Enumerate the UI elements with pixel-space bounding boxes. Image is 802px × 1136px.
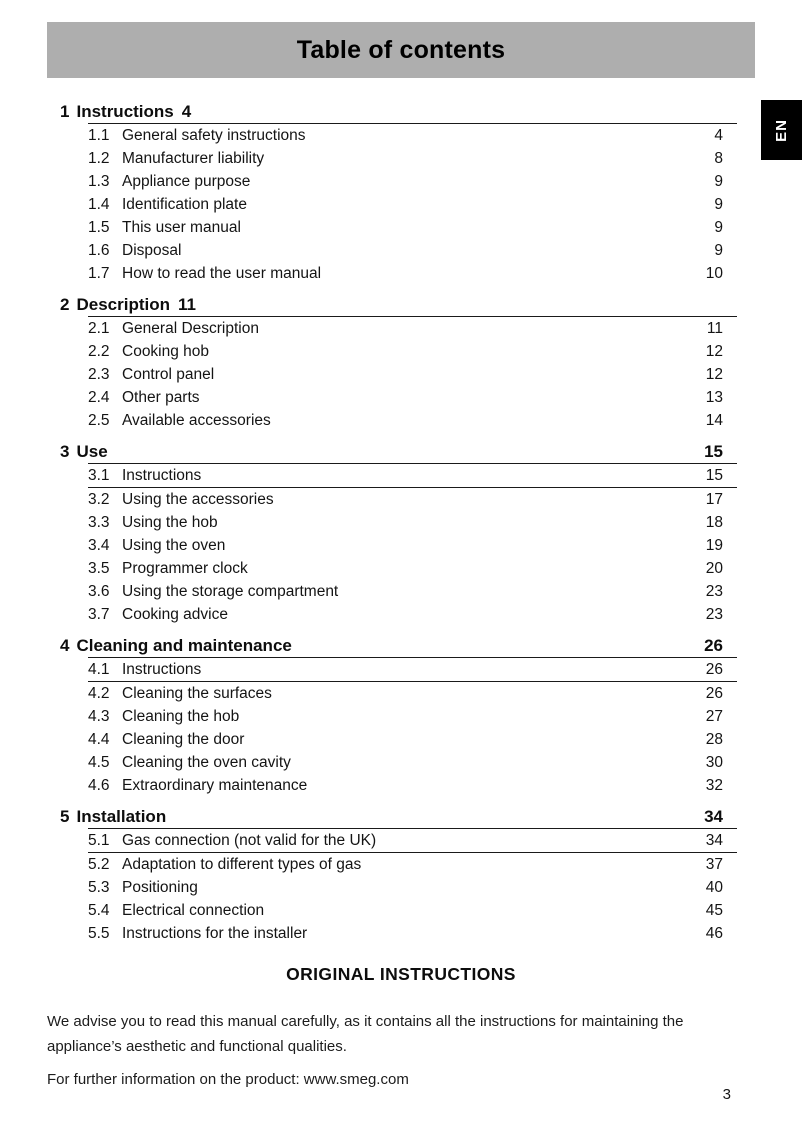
- toc-item: [60, 464, 737, 487]
- toc-section-title: Use: [76, 442, 108, 461]
- toc-section-heading: [60, 441, 737, 463]
- toc-item-number: 3.6: [88, 583, 110, 600]
- toc-item-page: 12: [705, 343, 723, 360]
- toc-item-label: Positioning: [122, 879, 198, 896]
- toc-item-number: 2.5: [88, 412, 110, 429]
- toc-section-number: 3: [60, 442, 70, 461]
- toc-item-number: 4.3: [88, 708, 110, 725]
- toc-item-page: 17: [705, 491, 723, 508]
- toc-item-page: 20: [705, 560, 723, 577]
- toc-section-heading: [60, 101, 737, 123]
- toc-item-label: Cleaning the oven cavity: [122, 754, 291, 771]
- toc-item-page: 15: [705, 467, 723, 484]
- toc-section-number: 1: [60, 102, 70, 121]
- toc-item: [60, 511, 737, 534]
- toc-item-number: 3.2: [88, 491, 110, 508]
- toc-item: [60, 317, 737, 340]
- toc-item-label: Electrical connection: [122, 902, 265, 919]
- toc-item: [60, 170, 737, 193]
- toc-section-page: 34: [704, 807, 723, 826]
- toc-item-label: Cleaning the door: [122, 731, 245, 748]
- toc-item-number: 4.2: [88, 685, 110, 702]
- toc-item-label: Instructions: [122, 661, 202, 678]
- toc-item: [60, 239, 737, 262]
- toc-item-number: 1.4: [88, 196, 110, 213]
- toc-item-number: 4.4: [88, 731, 110, 748]
- toc-section: [60, 635, 737, 797]
- toc-section: [60, 441, 737, 626]
- toc-item: [60, 603, 737, 626]
- toc-item-number: 3.4: [88, 537, 110, 554]
- toc-item-number: 1.7: [88, 265, 110, 282]
- toc-item-page: 34: [705, 832, 723, 849]
- toc-item-number: 3.7: [88, 606, 110, 623]
- toc-item-page: 10: [705, 265, 723, 282]
- toc-item-page: 9: [714, 173, 723, 190]
- toc-item-number: 5.3: [88, 879, 110, 896]
- toc-item-label: Extraordinary maintenance: [122, 777, 308, 794]
- toc-item-label: Control panel: [122, 366, 215, 383]
- toc-item: [60, 340, 737, 363]
- toc-item-page: 14: [705, 412, 723, 429]
- toc-item-number: 3.5: [88, 560, 110, 577]
- toc-item-page: 28: [705, 731, 723, 748]
- toc-item-page: 26: [705, 685, 723, 702]
- toc-item: [60, 409, 737, 432]
- toc-item: [60, 488, 737, 511]
- toc-item-number: 4.6: [88, 777, 110, 794]
- toc-item-label: This user manual: [122, 219, 241, 236]
- toc-section-page: 15: [704, 442, 723, 461]
- toc-item-number: 1.1: [88, 127, 110, 144]
- toc-section-title: Installation: [76, 807, 167, 826]
- toc-item-label: Disposal: [122, 242, 182, 259]
- toc-item-page: 46: [705, 925, 723, 942]
- toc-item: [60, 386, 737, 409]
- toc-item-label: Manufacturer liability: [122, 150, 265, 167]
- toc-item-page: 12: [705, 366, 723, 383]
- toc-item-page: 11: [706, 320, 723, 337]
- toc-item-page: 32: [705, 777, 723, 794]
- toc-item: [60, 728, 737, 751]
- toc-item-page: 23: [705, 583, 723, 600]
- title-bar: [47, 22, 755, 78]
- toc-item: [60, 216, 737, 239]
- toc-item-label: Appliance purpose: [122, 173, 251, 190]
- toc-item: [60, 853, 737, 876]
- toc-item-number: 2.4: [88, 389, 110, 406]
- toc-section-heading: [60, 806, 737, 828]
- toc-item-page: 37: [705, 856, 723, 873]
- toc-item-number: 2.2: [88, 343, 110, 360]
- toc-item-label: Cleaning the surfaces: [122, 685, 272, 702]
- toc-section-page: 11: [178, 295, 196, 314]
- toc-item-label: Gas connection (not valid for the UK): [122, 832, 377, 849]
- toc-item-page: 45: [705, 902, 723, 919]
- footer-block: [47, 964, 755, 1088]
- toc-item-page: 8: [714, 150, 723, 167]
- toc-item-number: 5.2: [88, 856, 110, 873]
- toc-item-number: 1.2: [88, 150, 110, 167]
- toc-item: [60, 147, 737, 170]
- advice-paragraph: We advise you to read this manual carefully, as it contains all the instructions for maintaining the appliance’s aesthetic and functional qualities.: [47, 1013, 684, 1055]
- toc-item: [60, 262, 737, 285]
- toc-item: [60, 682, 737, 705]
- toc-item-label: Available accessories: [122, 412, 271, 429]
- toc-item-number: 2.1: [88, 320, 110, 337]
- toc-item-label: Instructions for the installer: [122, 925, 308, 942]
- toc-section: [60, 294, 737, 432]
- toc-item-label: How to read the user manual: [122, 265, 322, 282]
- toc-item: [60, 124, 737, 147]
- toc-item-number: 1.6: [88, 242, 110, 259]
- toc-section-number: 2: [60, 295, 70, 314]
- toc-item-label: Using the oven: [122, 537, 226, 554]
- toc-item-number: 4.5: [88, 754, 110, 771]
- toc-item-label: General Description: [122, 320, 259, 337]
- more-info-line: For further information on the product: www.smeg.com: [47, 1071, 409, 1088]
- toc-item-number: 5.5: [88, 925, 110, 942]
- toc-item-label: Identification plate: [122, 196, 247, 213]
- toc-section: [60, 101, 737, 285]
- toc-section-title: Instructions: [76, 102, 174, 121]
- toc-item-page: 18: [705, 514, 723, 531]
- toc-item: [60, 774, 737, 797]
- page-number: 3: [722, 1086, 731, 1103]
- toc-section-page: 26: [704, 636, 723, 655]
- toc-section-heading: [60, 294, 737, 316]
- toc-item-number: 5.4: [88, 902, 110, 919]
- toc-item: [60, 658, 737, 681]
- toc-item-page: 13: [705, 389, 723, 406]
- toc-section-heading: [60, 635, 737, 657]
- toc-item-label: Using the accessories: [122, 491, 274, 508]
- toc-item: [60, 705, 737, 728]
- toc-item: [60, 751, 737, 774]
- toc-item-number: 3.1: [88, 467, 110, 484]
- toc-item-label: Cleaning the hob: [122, 708, 240, 725]
- toc-item-page: 27: [705, 708, 723, 725]
- toc-item: [60, 193, 737, 216]
- toc-item: [60, 580, 737, 603]
- toc-item: [60, 557, 737, 580]
- toc-item-page: 4: [714, 127, 723, 144]
- original-instructions-heading: ORIGINAL INSTRUCTIONS: [286, 964, 516, 984]
- toc-item-number: 1.5: [88, 219, 110, 236]
- toc-item-label: Cooking hob: [122, 343, 210, 360]
- language-tab: [761, 100, 802, 160]
- toc-item-label: Using the hob: [122, 514, 218, 531]
- toc-item: [60, 363, 737, 386]
- toc-item-page: 19: [705, 537, 723, 554]
- toc-section-number: 5: [60, 807, 70, 826]
- toc-item-label: Using the storage compartment: [122, 583, 339, 600]
- toc-section-page: 4: [181, 102, 192, 121]
- toc-item: [60, 899, 737, 922]
- toc-item: [60, 876, 737, 899]
- toc-section: [60, 806, 737, 945]
- toc-item-label: Programmer clock: [122, 560, 248, 577]
- toc-item-label: Cooking advice: [122, 606, 228, 623]
- toc-item-number: 2.3: [88, 366, 110, 383]
- toc-item-label: Instructions: [122, 467, 202, 484]
- language-tab-label: EN: [773, 118, 790, 142]
- toc-item-number: 5.1: [88, 832, 110, 849]
- toc-item-page: 40: [705, 879, 723, 896]
- toc-item-page: 23: [705, 606, 723, 623]
- toc-item-number: 4.1: [88, 661, 110, 678]
- toc-item-number: 3.3: [88, 514, 110, 531]
- toc-item-number: 1.3: [88, 173, 110, 190]
- toc-item: [60, 829, 737, 852]
- toc-item-page: 9: [714, 219, 723, 236]
- toc-section-title: Cleaning and maintenance: [76, 636, 292, 655]
- table-of-contents: [60, 92, 737, 945]
- toc-item-page: 9: [714, 242, 723, 259]
- toc-item: [60, 534, 737, 557]
- toc-item-label: Other parts: [122, 389, 200, 406]
- toc-section-title: Description: [76, 295, 170, 314]
- toc-item-label: Adaptation to different types of gas: [122, 856, 362, 873]
- page-title: Table of contents: [296, 35, 506, 64]
- toc-item-page: 26: [705, 661, 723, 678]
- toc-item-label: General safety instructions: [122, 127, 306, 144]
- toc-item-page: 9: [714, 196, 723, 213]
- toc-item-page: 30: [705, 754, 723, 771]
- toc-section-number: 4: [60, 636, 70, 655]
- toc-item: [60, 922, 737, 945]
